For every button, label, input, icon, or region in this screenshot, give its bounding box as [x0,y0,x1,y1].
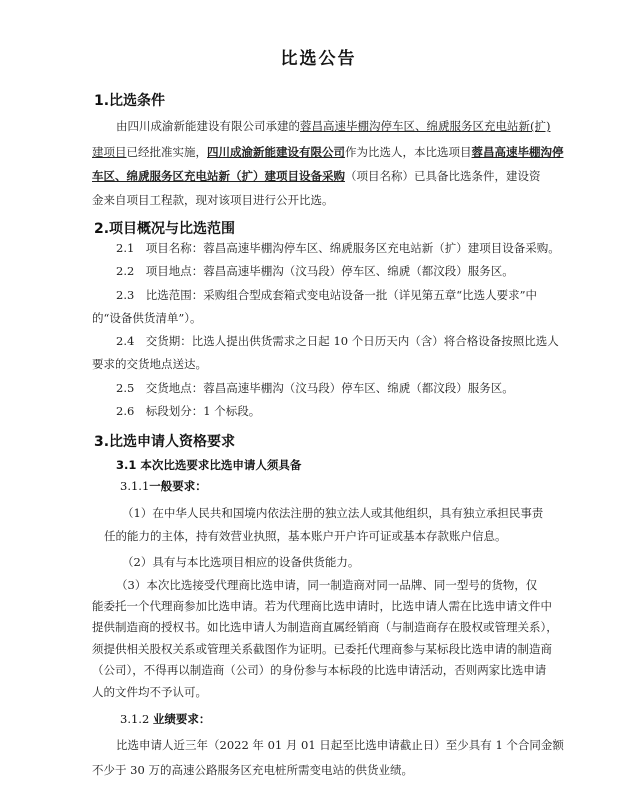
project-title-bold: 蓉昌高速毕棚沟停 [471,145,564,159]
item-2-3-cont: 的“设备供货清单”）。 [92,311,202,325]
s1-text: 已经批准实施， [126,145,207,159]
s1-line-3 [92,169,541,183]
item-2-1: 2.1 项目名称：蓉昌高速毕棚沟停车区、绵虒服务区充电站新（扩）建项目设备采购。 [116,241,560,255]
subsection-3-1-1-heading [120,478,207,494]
s1-text: 由四川成渝新能建设有限公司承建的 [116,119,300,133]
s1-line-4: 金来自项目工程款，现对该项目进行公开比选。 [92,193,334,207]
perf-req-cont: 不少于 30 万的高速公路服务区充电桩所需变电站的供货业绩。 [92,763,413,777]
perf-req: 比选申请人近三年（2022 年 01 月 01 日起至比选申请截止日）至少具有 1 个合同金额 [116,738,564,752]
item-2-3: 2.3 比选范围：采购组合型成套箱式变电站设备一批（详见第五章“比选人要求”中 [116,288,538,302]
req-3: （3）本次比选接受代理商比选申请，同一制造商对同一品牌、同一型号的货物，仅 [116,578,538,592]
req-3-cont-3: 须提供相关股权关系或管理关系截图作为证明。已委托代理商参与某标段比选申请的制造商 [92,642,552,656]
subsection-number: 3.1.2 [120,712,150,726]
page-title: 比选公告 [280,49,357,69]
req-3-cont-1: 能委托一个代理商参加比选申请。若为代理商比选申请时，比选申请人需在比选申请文件中 [92,599,552,613]
req-1-cont: 任的能力的主体，持有效营业执照，基本账户开户许可证或基本存款账户信息。 [104,529,507,543]
subsection-label: 一般要求： [149,479,207,493]
project-name-underlined: 蓉昌高速毕棚沟停车区、绵虒服务区充电站新(扩) [300,119,551,133]
section-2-heading: 2.项目概况与比选范围 [94,221,236,237]
req-3-cont-2: 提供制造商的授权书。如比选申请人为制造商直属经销商（与制造商存在股权或管理关系）， [92,620,558,634]
subsection-number: 3.1.1 [120,479,150,493]
project-title-bold-cont: 车区、绵虒服务区充电站新（扩）建项目设备采购 [92,169,345,183]
s1-line-1 [116,119,550,133]
item-2-2: 2.2 项目地点：蓉昌高速毕棚沟（汶马段）停车区、绵虒（都汶段）服务区。 [116,264,514,278]
subsection-label: 业绩要求： [152,712,211,726]
bidder-name: 四川成渝新能建设有限公司 [207,145,345,159]
section-1-heading: 1.比选条件 [94,93,166,109]
subsection-3-1-heading: 3.1 本次比选要求比选申请人须具备 [116,458,302,472]
item-2-4: 2.4 交货期：比选人提出供货需求之日起 10 个日历天内（含）将合格设备按照比选人 [116,334,559,348]
section-3-heading: 3.比选申请人资格要求 [94,434,236,450]
req-1: （1）在中华人民共和国境内依法注册的独立法人或其他组织，具有独立承担民事责 [122,506,544,520]
subsection-3-1-2-heading [120,711,210,727]
s1-text: 作为比选人，本比选项目 [345,145,472,159]
item-2-4-cont: 要求的交货地点送达。 [92,357,207,371]
s1-text: （项目名称）已具备比选条件，建设资 [345,169,541,183]
item-2-6: 2.6 标段划分：1 个标段。 [116,404,261,418]
req-3-cont-4: （公司），不得再以制造商（公司）的身份参与本标段的比选申请活动，否则两家比选申请 [92,663,547,677]
s1-line-2 [92,145,564,159]
project-name-underlined-cont: 建项目 [92,145,127,159]
req-2: （2）具有与本比选项目相应的设备供货能力。 [122,555,360,569]
item-2-5: 2.5 交货地点：蓉昌高速毕棚沟（汶马段）停车区、绵虒（都汶段）服务区。 [116,381,514,395]
req-3-cont-5: 人的文件均不予认可。 [92,685,207,699]
